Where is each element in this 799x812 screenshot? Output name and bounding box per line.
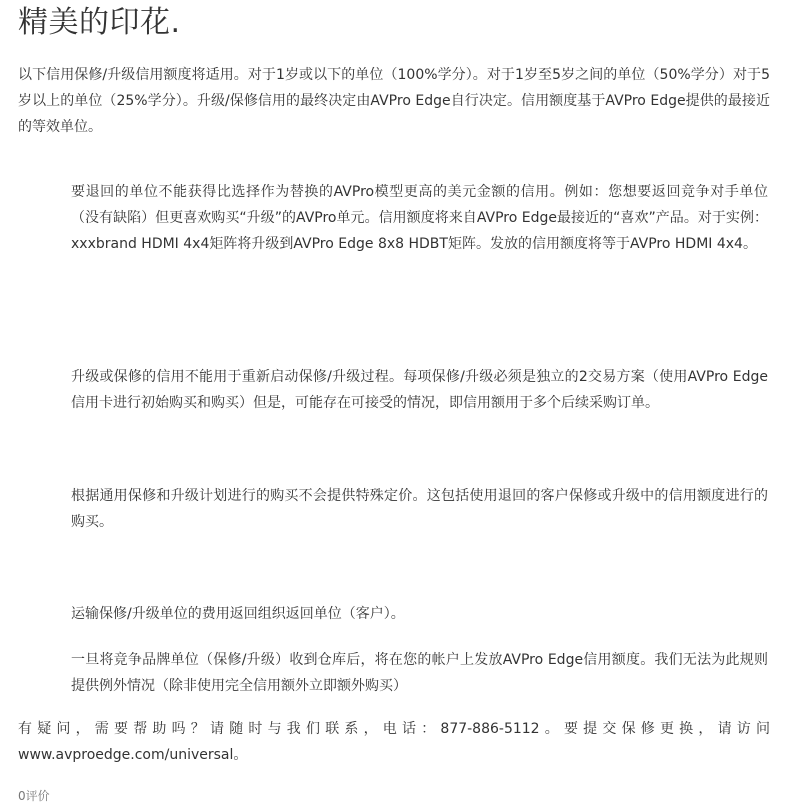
review-count[interactable]: 0评价 [18, 789, 50, 803]
policy-paragraph-5: 一旦将竞争品牌单位（保修/升级）收到仓库后，将在您的帐户上发放AVPro Edge信用额度。我们无法为此规则提供例外情况（除非使用完全信用额外立即额外购买） [71, 652, 768, 694]
article [18, 0, 770, 803]
warranty-url: www.avproedge.com/universal。 [18, 747, 248, 763]
policy-paragraph-2: 升级或保修的信用不能用于重新启动保修/升级过程。每项保修/升级必须是独立的2交易方案（使用AVPro Edge信用卡进行初始购买和购买）但是，可能存在可接受的情况，即信用额用于多个后续采购订单。 [71, 369, 768, 411]
policy-paragraph-3: 根据通用保修和升级计划进行的购买不会提供特殊定价。这包括使用退回的客户保修或升级中的信用额度进行的购买。 [71, 488, 768, 530]
contact-paragraph [18, 716, 770, 768]
policy-paragraph-1: 要退回的单位不能获得比选择作为替换的AVPro模型更高的美元金额的信用。例如：您想要返回竞争对手单位（没有缺陷）但更喜欢购买“升级”的AVPro单元。信用额度将来自AVPro Edge最接近的“喜欢”产品。对于实例：xxxbrand HDMI 4x4矩阵将升级到AVPro Edge 8x8 HDBT矩阵。发放的信用额度将等于AVPro HDMI 4x4。 [71, 184, 768, 252]
contact-text: 有疑问，需要帮助吗？请随时与我们联系，电话：877-886-5112。要提交保修更换，请访问 [18, 721, 770, 737]
policy-paragraph-4: 运输保修/升级单位的费用返回组织返回单位（客户）。 [71, 606, 405, 622]
intro-paragraph: 以下信用保修/升级信用额度将适用。对于1岁或以下的单位（100%学分）。对于1岁至5岁之间的单位（50%学分）对于5岁以上的单位（25%学分）。升级/保修信用的最终决定由AVPro Edge自行决定。信用额度基于AVPro Edge提供的最接近的等效单位。 [18, 67, 770, 135]
page-title: 精美的印花. [18, 5, 181, 40]
